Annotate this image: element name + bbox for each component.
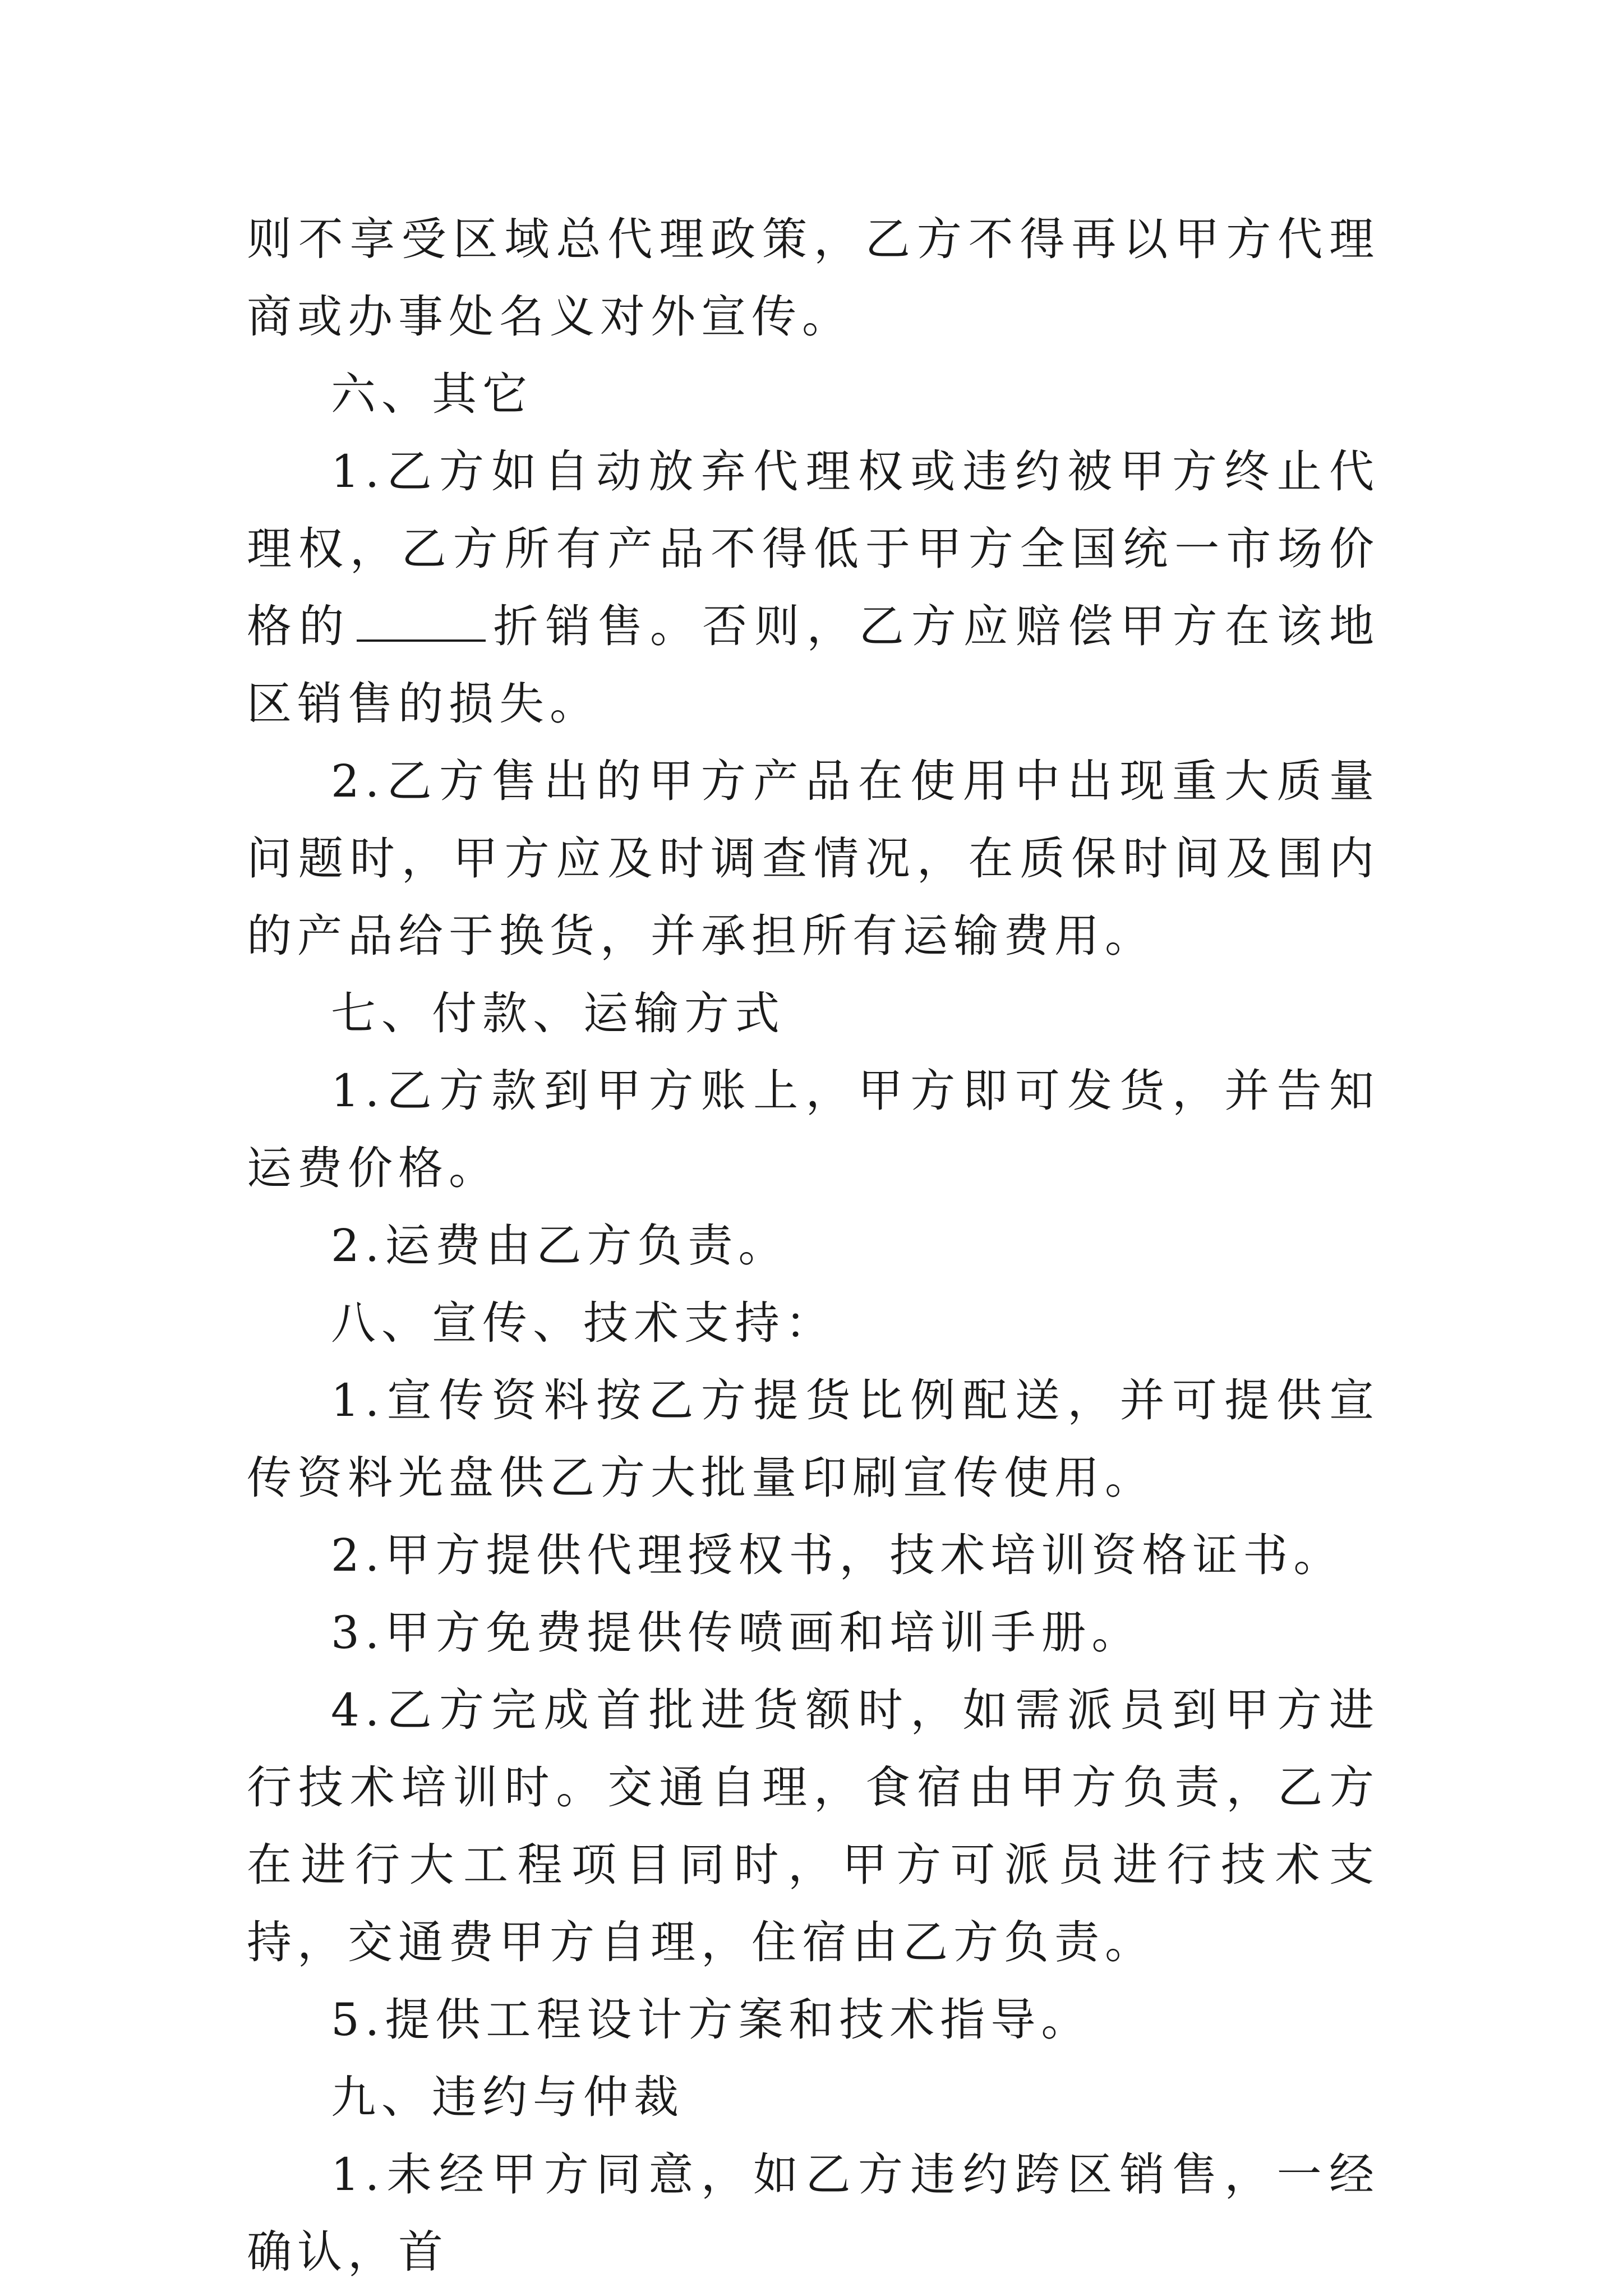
discount-blank-line <box>357 600 486 642</box>
paragraph-support-5: 5.提供工程设计方案和技术指导。 <box>331 1994 1092 2046</box>
section-heading-support: 八、宣传、技术支持： <box>331 1297 836 1349</box>
paragraph-support-4: 4.乙方完成首批进货额时，如需派员到甲方进行技术培训时。交通自理，食宿由甲方负责，乙方在进行大工程项目同时，甲方可派员进行技术支持，交通费甲方自理，住宿由乙方负责。 <box>247 1684 1380 1968</box>
paragraph-payment-2: 2.运费由乙方负责。 <box>331 1220 789 1272</box>
paragraph-support-3: 3.甲方免费提供传喷画和培训手册。 <box>331 1607 1142 1659</box>
paragraph-support-1: 1.宣传资料按乙方提货比例配送，并可提供宣传资料光盘供乙方大批量印刷宣传使用。 <box>247 1374 1380 1504</box>
paragraph-other-1-after: 折销售。否则，乙方应赔偿甲方在该地区销售的损失。 <box>247 600 1380 730</box>
paragraph-breach-1: 1.未经甲方同意，如乙方违约跨区销售，一经确认，首 <box>247 2148 1380 2278</box>
paragraph-support-2: 2.甲方提供代理授权书，技术培训资格证书。 <box>331 1529 1344 1581</box>
paragraph-other-1 <box>247 433 1380 743</box>
section-heading-other: 六、其它 <box>331 368 533 420</box>
section-heading-payment: 七、付款、运输方式 <box>331 987 785 1039</box>
paragraph-continuation: 则不享受区域总代理政策，乙方不得再以甲方代理商或办事处名义对外宣传。 <box>247 213 1380 343</box>
section-heading-breach: 九、违约与仲裁 <box>331 2071 684 2123</box>
document-body <box>247 201 1380 2291</box>
paragraph-payment-1: 1.乙方款到甲方账上，甲方即可发货，并告知运费价格。 <box>247 1065 1380 1194</box>
paragraph-other-2: 2.乙方售出的甲方产品在使用中出现重大质量问题时，甲方应及时调查情况，在质保时间及围内的产品给于换货，并承担所有运输费用。 <box>247 755 1380 962</box>
paragraph-other-1-before: 1.乙方如自动放弃代理权或违约被甲方终止代理权，乙方所有产品不得低于甲方全国统一市场价格的 <box>247 445 1380 652</box>
